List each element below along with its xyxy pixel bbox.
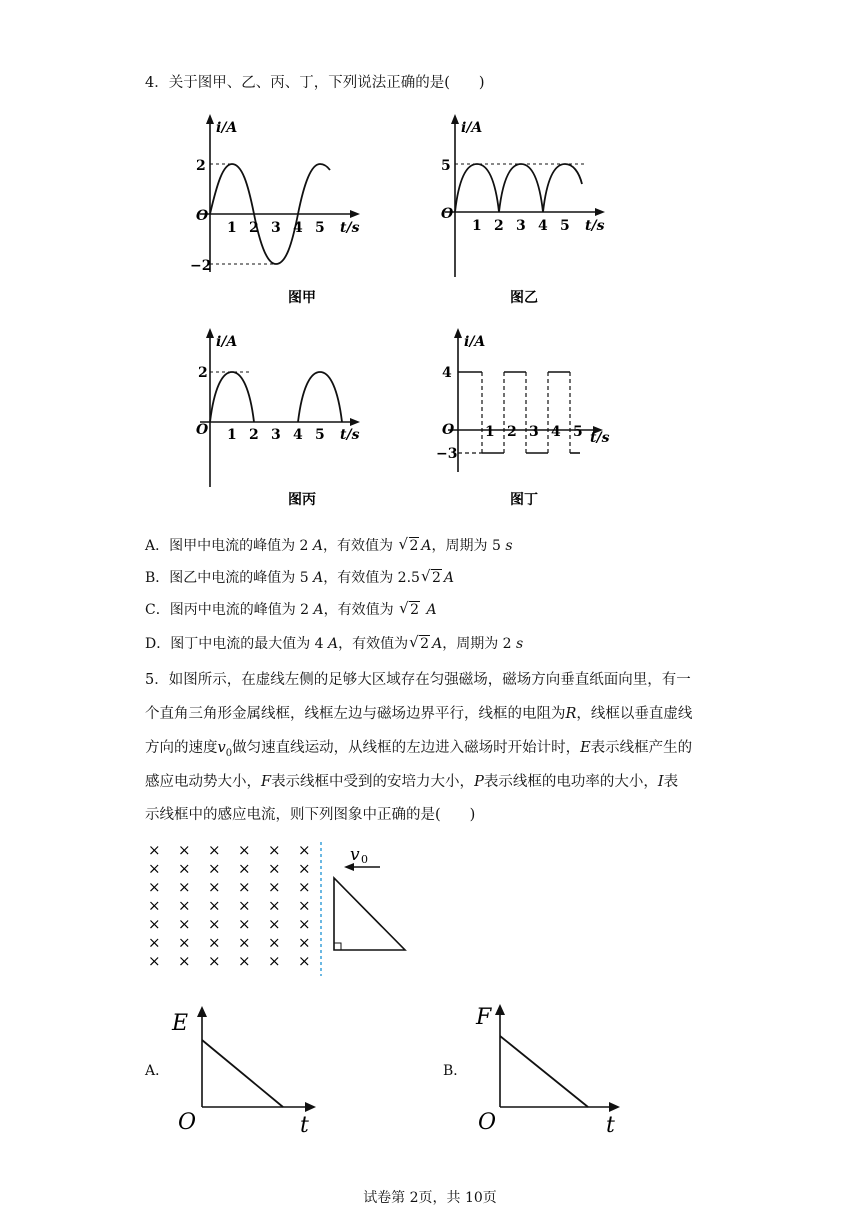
bing-tick-x-2: 2 <box>249 427 259 443</box>
choice-a-graph[interactable] <box>168 1002 328 1137</box>
q5-line-3 <box>145 738 725 764</box>
yi-tick-x-4: 4 <box>538 218 548 234</box>
yi-tick-x-2: 2 <box>494 218 504 234</box>
yi-tick-y-5: 5 <box>441 158 451 174</box>
field-cross: × <box>298 915 311 933</box>
field-cross: × <box>208 841 221 859</box>
field-cross: × <box>208 915 221 933</box>
ding-tick-x-5: 5 <box>573 424 583 440</box>
option-d-unit-1: A <box>328 636 339 652</box>
bing-ylabel: i/A <box>216 334 238 350</box>
field-cross: × <box>268 841 281 859</box>
option-c-unit-1: A <box>313 602 324 618</box>
graph-yi <box>435 112 610 312</box>
option-b-sqrt <box>422 568 442 588</box>
ding-caption: 图丁 <box>510 492 538 508</box>
q5-resistance-symbol: R <box>565 706 577 722</box>
field-cross: × <box>178 915 191 933</box>
option-a-unit-3: s <box>505 538 513 554</box>
bing-origin: O <box>196 422 209 438</box>
yi-xlabel: t/s <box>585 218 605 234</box>
option-b-text-1: B．图乙中电流的峰值为 5 <box>145 570 314 586</box>
field-cross: × <box>268 878 281 896</box>
q5-line-3-end: 表示线框产生的 <box>590 740 693 756</box>
q5-line-2 <box>145 704 725 724</box>
jia-tick-x-1: 1 <box>227 220 237 236</box>
field-cross: × <box>208 933 221 952</box>
option-c-text-2: ，有效值为 <box>323 602 399 618</box>
yi-ylabel: i/A <box>461 120 483 136</box>
q5-line-4 <box>145 772 725 792</box>
field-cross: × <box>178 878 191 896</box>
jia-tick-x-2: 2 <box>249 220 259 236</box>
q5-current-symbol: I <box>657 774 664 790</box>
field-cross: × <box>148 896 161 915</box>
q5-line-3-text: 方向的速度 <box>145 740 218 756</box>
option-a-text-3: ，周期为 5 <box>431 538 506 554</box>
velocity-label: v <box>350 845 360 865</box>
choice-b-ylabel: F <box>476 1005 492 1030</box>
bing-tick-x-4: 4 <box>293 427 303 443</box>
option-a-text-2: ，有效值为 <box>323 538 398 554</box>
field-cross: × <box>208 859 221 878</box>
jia-tick-x-3: 3 <box>271 220 281 236</box>
q5-line-3-mid: 做匀速直线运动，从线框的左边进入磁场时开始计时， <box>232 740 581 756</box>
choice-b-xlabel: t <box>606 1113 615 1138</box>
q4-option-b[interactable] <box>145 568 454 588</box>
field-cross: × <box>178 859 191 878</box>
option-b-unit-1: A <box>313 570 324 586</box>
yi-caption: 图乙 <box>510 290 538 306</box>
field-cross: × <box>208 896 221 915</box>
option-a-radicand: 2 <box>409 538 419 554</box>
field-cross: × <box>268 859 281 878</box>
jia-origin: O <box>196 208 209 224</box>
q5-power-symbol: P <box>474 774 484 790</box>
bing-tick-y-2: 2 <box>198 365 208 381</box>
field-cross: × <box>238 878 251 896</box>
field-cross: × <box>238 915 251 933</box>
choice-b-label[interactable]: B． <box>443 1063 468 1079</box>
option-d-unit-2: A <box>432 636 443 652</box>
ding-tick-x-3: 3 <box>529 424 539 440</box>
graph-bing <box>190 322 365 517</box>
field-cross: × <box>148 952 161 970</box>
choice-b-origin: O <box>478 1110 497 1135</box>
option-d-text-1: D．图丁中电流的最大值为 4 <box>145 636 329 652</box>
jia-tick-x-5: 5 <box>315 220 325 236</box>
field-cross: × <box>268 915 281 933</box>
option-c-text-1: C．图丙中电流的峰值为 2 <box>145 602 314 618</box>
option-d-sqrt <box>410 634 430 654</box>
q5-line-2-text: 个直角三角形金属线框，线框左边与磁场边界平行，线框的电阻为 <box>145 706 566 722</box>
q5-line-4-mid2: 表示线框的电功率的大小， <box>483 774 658 790</box>
field-cross: × <box>298 896 311 915</box>
jia-caption: 图甲 <box>288 290 316 306</box>
option-d-text-3: ，周期为 2 <box>442 636 517 652</box>
yi-origin: O <box>441 206 454 222</box>
q5-line-5: 示线框中的感应电流，则下列图象中正确的是( ) <box>145 807 476 823</box>
ding-origin: O <box>442 422 455 438</box>
field-cross: × <box>178 952 191 970</box>
ding-tick-y-neg3: −3 <box>436 446 458 462</box>
field-cross: × <box>238 896 251 915</box>
field-cross: × <box>268 896 281 915</box>
field-cross: × <box>238 933 251 952</box>
field-cross: × <box>208 878 221 896</box>
option-d-text-2: ，有效值为 <box>338 636 409 652</box>
option-c-unit-2: A <box>426 602 437 618</box>
graph-ding <box>430 322 615 517</box>
option-a-unit-1: A <box>312 538 324 554</box>
field-cross: × <box>178 896 191 915</box>
choice-a-origin: O <box>178 1110 197 1135</box>
choice-b-graph[interactable] <box>466 1000 631 1138</box>
q5-velocity-symbol: v <box>217 740 226 756</box>
ding-tick-x-4: 4 <box>551 424 561 440</box>
option-b-unit-2: A <box>443 570 454 586</box>
option-d-radicand: 2 <box>420 636 430 652</box>
choice-a-label[interactable]: A． <box>145 1063 170 1079</box>
field-cross: × <box>148 841 161 859</box>
field-cross: × <box>298 878 311 896</box>
bing-caption: 图丙 <box>288 492 316 508</box>
option-a-sqrt <box>400 536 420 556</box>
field-cross: × <box>208 952 221 970</box>
q4-option-d[interactable] <box>145 634 523 654</box>
yi-tick-x-1: 1 <box>472 218 482 234</box>
bing-tick-x-5: 5 <box>315 427 325 443</box>
bing-tick-x-3: 3 <box>271 427 281 443</box>
field-cross: × <box>298 859 311 878</box>
field-cross: × <box>238 859 251 878</box>
option-b-radicand: 2 <box>431 570 441 586</box>
field-cross: × <box>298 952 311 970</box>
ding-ylabel: i/A <box>464 334 486 350</box>
q5-emf-symbol: E <box>580 740 591 756</box>
field-cross: × <box>178 933 191 952</box>
option-c-radicand: 2 <box>410 602 420 618</box>
jia-ylabel: i/A <box>216 120 238 136</box>
field-cross: × <box>298 933 311 952</box>
q5-line-4-mid: 表示线框中受到的安培力大小， <box>271 774 475 790</box>
magnetic-field-figure <box>140 838 420 983</box>
jia-xlabel: t/s <box>340 220 360 236</box>
ding-tick-y-4: 4 <box>442 365 452 381</box>
q5-line-4-end: 表 <box>663 774 679 790</box>
field-cross: × <box>148 915 161 933</box>
field-cross: × <box>298 841 311 859</box>
bing-tick-x-1: 1 <box>227 427 237 443</box>
ding-tick-x-2: 2 <box>507 424 517 440</box>
yi-tick-x-3: 3 <box>516 218 526 234</box>
field-cross: × <box>238 841 251 859</box>
q4-option-c[interactable] <box>145 600 437 620</box>
field-cross: × <box>268 952 281 970</box>
field-cross: × <box>238 952 251 970</box>
q4-option-a[interactable] <box>145 536 513 556</box>
field-cross: × <box>148 933 161 952</box>
field-cross: × <box>178 841 191 859</box>
triangle-frame <box>334 878 405 950</box>
option-d-unit-3: s <box>516 636 524 652</box>
page-footer: 试卷第 2页，共 10页 <box>363 1190 497 1206</box>
option-a-text-1: A．图甲中电流的峰值为 2 <box>145 538 313 554</box>
choice-a-ylabel: E <box>172 1011 189 1036</box>
jia-tick-y-neg2: −2 <box>190 258 212 274</box>
option-b-text-2: ，有效值为 2.5 <box>323 570 420 586</box>
jia-tick-y-2: 2 <box>196 158 206 174</box>
field-cross: × <box>148 859 161 878</box>
ding-tick-x-1: 1 <box>485 424 495 440</box>
bing-xlabel: t/s <box>340 427 360 443</box>
right-angle-mark <box>334 943 341 950</box>
q4-stem: 4．关于图甲、乙、丙、丁，下列说法正确的是( ) <box>145 75 485 91</box>
field-cross: × <box>148 878 161 896</box>
jia-tick-x-4: 4 <box>293 220 303 236</box>
yi-tick-x-5: 5 <box>560 218 570 234</box>
q5-velocity-sub: 0 <box>225 747 233 759</box>
cross-grid <box>148 841 311 970</box>
option-c-sqrt <box>400 600 420 620</box>
option-a-unit-2: A <box>421 538 432 554</box>
graph-jia <box>190 112 365 312</box>
velocity-label-sub: 0 <box>361 853 368 866</box>
q5-force-symbol: F <box>261 774 272 790</box>
field-cross: × <box>268 933 281 952</box>
q5-line-4-text: 感应电动势大小， <box>145 774 261 790</box>
q5-line-2-tail: ，线框以垂直虚线 <box>576 706 693 722</box>
choice-a-xlabel: t <box>300 1113 309 1137</box>
ding-xlabel: t/s <box>590 430 610 446</box>
q5-line-1: 5．如图所示，在虚线左侧的足够大区域存在匀强磁场，磁场方向垂直纸面向里，有一 <box>145 672 691 688</box>
